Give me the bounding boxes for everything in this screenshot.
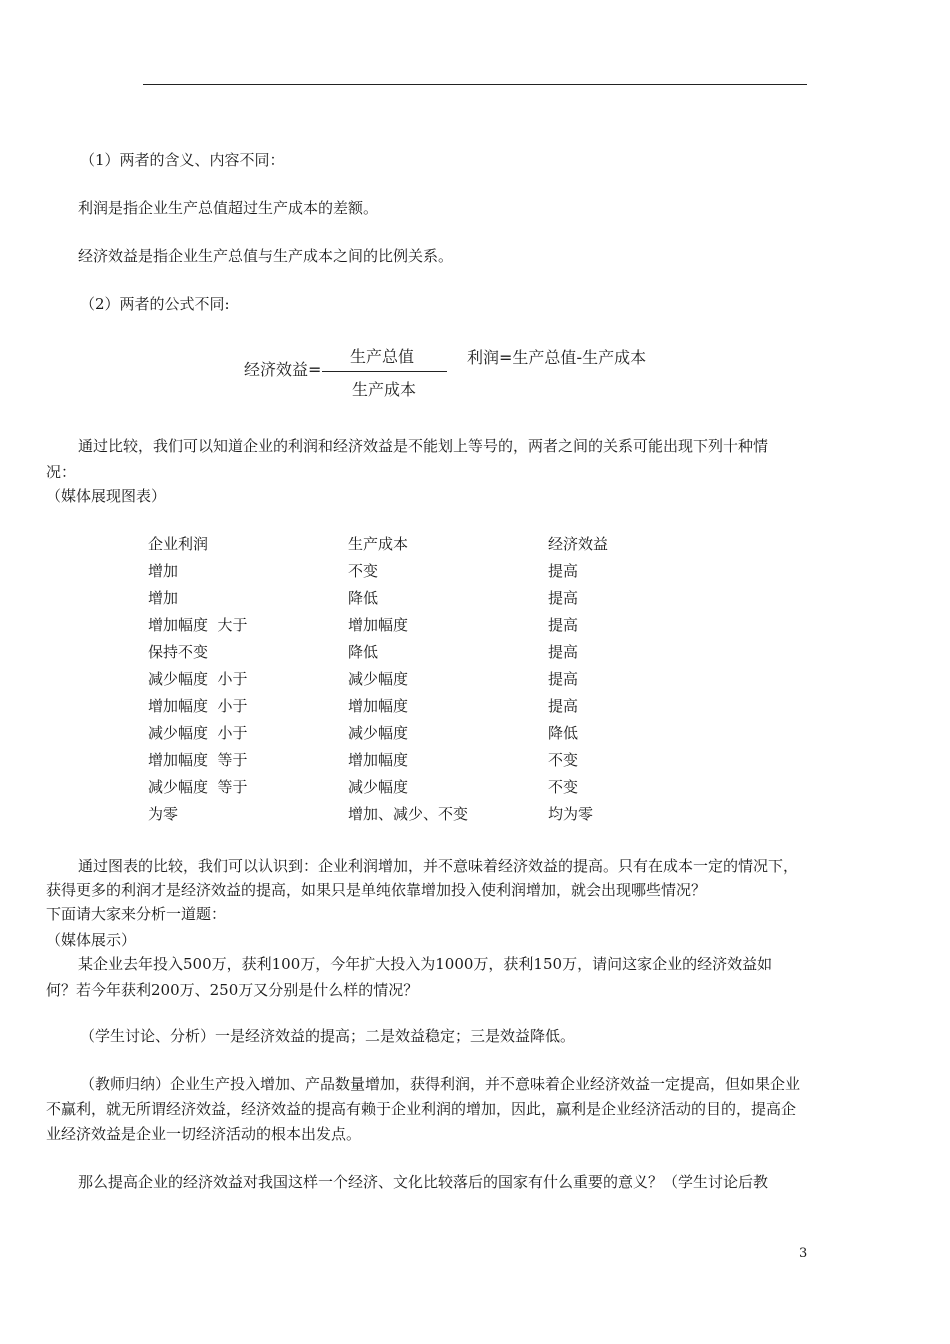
table-cell: 为零	[148, 805, 179, 823]
table-header-efficiency: 经济效益	[548, 535, 609, 553]
formula-lhs: 经济效益=	[244, 360, 322, 379]
table-cell: 降低	[348, 643, 379, 661]
table-cell: 减少幅度 小于	[148, 670, 248, 688]
paragraph-profit-definition: 利润是指企业生产总值超过生产成本的差额。	[78, 199, 379, 217]
table-cell: 增加、减少、不变	[348, 805, 469, 823]
table-cell: 减少幅度	[348, 724, 409, 742]
paragraph-chart-conclusion-line2: 获得更多的利润才是经济效益的提高，如果只是单纯依靠增加投入使利润增加，就会出现哪些情况？	[46, 881, 707, 899]
paragraph-chart-conclusion-line1: 通过图表的比较，我们可以认识到：企业利润增加，并不意味着经济效益的提高。只有在成本一定的情况下，	[78, 857, 799, 875]
page-number: 3	[799, 1246, 808, 1261]
formula-denominator: 生产成本	[352, 380, 417, 399]
table-cell: 降低	[348, 589, 379, 607]
fraction-bar	[322, 371, 447, 372]
table-cell: 提高	[548, 643, 579, 661]
paragraph-comparison-line2: 况：	[46, 463, 77, 481]
table-cell: 不变	[548, 751, 579, 769]
table-cell: 增加幅度 小于	[148, 697, 248, 715]
table-cell: 提高	[548, 562, 579, 580]
paragraph-exercise-line1: 某企业去年投入500万，获利100万，今年扩大投入为1000万，获利150万，请问这家企业的经济效益如	[78, 955, 773, 973]
table-header-profit: 企业利润	[148, 535, 209, 553]
table-header-cost: 生产成本	[348, 535, 409, 553]
table-cell: 提高	[548, 589, 579, 607]
table-cell: 保持不变	[148, 643, 209, 661]
paragraph-exercise-intro: 下面请大家来分析一道题：	[46, 905, 227, 923]
section-heading-1: （1）两者的含义、内容不同：	[80, 151, 285, 169]
table-cell: 减少幅度 小于	[148, 724, 248, 742]
table-cell: 提高	[548, 616, 579, 634]
table-cell: 增加幅度 大于	[148, 616, 248, 634]
paragraph-efficiency-definition: 经济效益是指企业生产总值与生产成本之间的比例关系。	[78, 247, 454, 265]
paragraph-comparison-line1: 通过比较，我们可以知道企业的利润和经济效益是不能划上等号的，两者之间的关系可能出现下列十种情	[78, 437, 769, 455]
paragraph-significance-question: 那么提高企业的经济效益对我国这样一个经济、文化比较落后的国家有什么重要的意义？（学生讨论后教	[78, 1173, 769, 1191]
table-cell: 增加幅度	[348, 697, 409, 715]
table-cell: 减少幅度	[348, 778, 409, 796]
table-cell: 提高	[548, 697, 579, 715]
media-note-display: （媒体展示）	[46, 931, 137, 949]
section-heading-2: （2）两者的公式不同:	[80, 295, 230, 313]
table-cell: 增加幅度	[348, 751, 409, 769]
table-cell: 不变	[548, 778, 579, 796]
table-cell: 减少幅度 等于	[148, 778, 248, 796]
table-cell: 增加	[148, 562, 179, 580]
formula-profit: 利润=生产总值-生产成本	[467, 348, 647, 367]
table-cell: 不变	[348, 562, 379, 580]
table-cell: 增加幅度 等于	[148, 751, 248, 769]
table-cell: 提高	[548, 670, 579, 688]
table-cell: 均为零	[548, 805, 594, 823]
paragraph-teacher-summary-line2: 不赢利，就无所谓经济效益，经济效益的提高有赖于企业利润的增加，因此，赢利是企业经济活动的目的，提高企	[46, 1100, 797, 1118]
table-cell: 增加幅度	[348, 616, 409, 634]
table-cell: 降低	[548, 724, 579, 742]
paragraph-teacher-summary-line1: （教师归纳）企业生产投入增加、产品数量增加，获得利润，并不意味着企业经济效益一定提高，但如果企业	[80, 1075, 801, 1093]
header-rule	[143, 84, 807, 85]
paragraph-teacher-summary-line3: 业经济效益是企业一切经济活动的根本出发点。	[46, 1125, 362, 1143]
formula-numerator: 生产总值	[350, 347, 415, 366]
paragraph-student-discussion: （学生讨论、分析）一是经济效益的提高；二是效益稳定；三是效益降低。	[80, 1027, 576, 1045]
table-cell: 增加	[148, 589, 179, 607]
table-cell: 减少幅度	[348, 670, 409, 688]
media-note-chart: （媒体展现图表）	[46, 487, 167, 505]
paragraph-exercise-line2: 何？若今年获利200万、250万又分别是什么样的情况？	[46, 981, 419, 999]
